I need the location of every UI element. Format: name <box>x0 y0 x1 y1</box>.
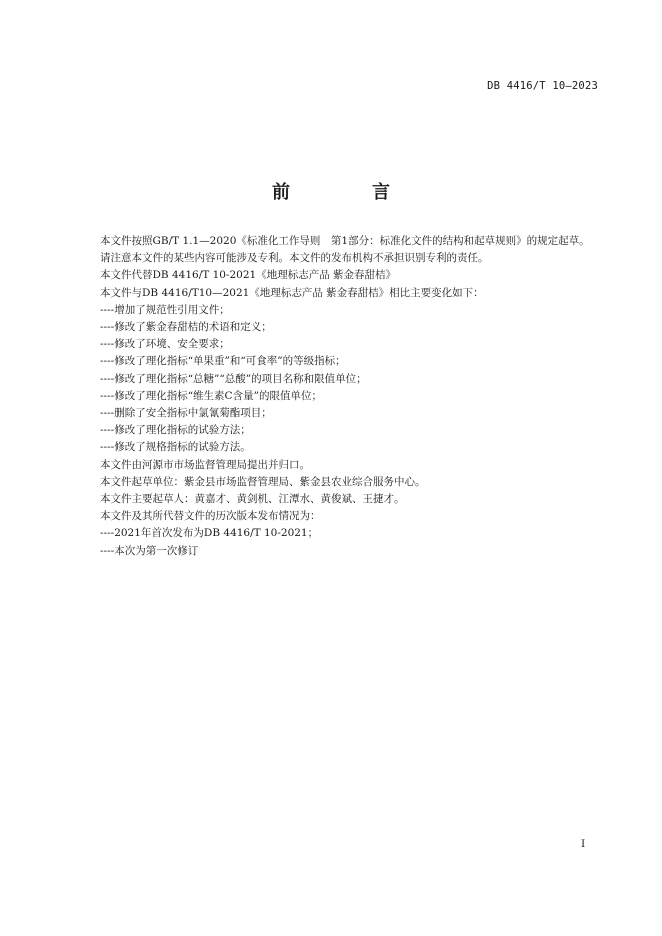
page-number: I <box>581 838 586 850</box>
change-item: ----修改了规格指标的试验方法。 <box>100 441 251 454</box>
paragraph-history-intro: 本文件及其所代替文件的历次版本发布情况为： <box>100 510 321 523</box>
paragraph-changes-intro: 本文件与DB 4416/T10—2021《地理标志产品 紫金春甜桔》相比主要变化如下： <box>100 286 484 299</box>
paragraph-drafting-units: 本文件起草单位：紫金县市场监督管理局、紫金县农业综合服务中心。 <box>100 475 426 488</box>
history-item: ----本次为第一次修订 <box>100 544 199 557</box>
change-item: ----增加了规范性引用文件； <box>100 303 230 316</box>
paragraph-patent-notice: 请注意本文件的某些内容可能涉及专利。本文件的发布机构不承担识别专利的责任。 <box>100 252 489 265</box>
paragraph-replaces: 本文件代替DB 4416/T 10-2021《地理标志产品 紫金春甜桔》 <box>100 269 397 282</box>
page-title: 前 言 <box>272 182 422 203</box>
change-item: ----修改了理化指标“维生素C含量”的限值单位； <box>100 389 322 402</box>
change-item: ----修改了紫金春甜桔的术语和定义； <box>100 321 272 334</box>
change-item: ----修改了理化指标的试验方法； <box>100 424 251 437</box>
paragraph-proposer: 本文件由河源市市场监督管理局提出并归口。 <box>100 458 310 471</box>
paragraph-drafting-rules: 本文件按照GB/T 1.1—2020《标准化工作导则 第1部分：标准化文件的结构和起草规则》的规定起草。 <box>100 235 590 247</box>
paragraph-drafters: 本文件主要起草人：黄嘉才、黄剑机、江潭水、黄俊斌、王捷才。 <box>100 493 405 506</box>
document-code: DB 4416/T 10—2023 <box>487 80 598 92</box>
change-item: ----修改了理化指标“总糖”“总酸”的项目名称和限值单位； <box>100 372 367 385</box>
change-item: ----修改了环境、安全要求； <box>100 338 230 351</box>
change-item: ----删除了安全指标中氯氰菊酯项目； <box>100 407 272 420</box>
change-item: ----修改了理化指标“单果重”和“可食率”的等级指标； <box>100 355 346 368</box>
document-body <box>79 233 599 560</box>
history-item: ----2021年首次发布为DB 4416/T 10-2021； <box>100 527 319 540</box>
